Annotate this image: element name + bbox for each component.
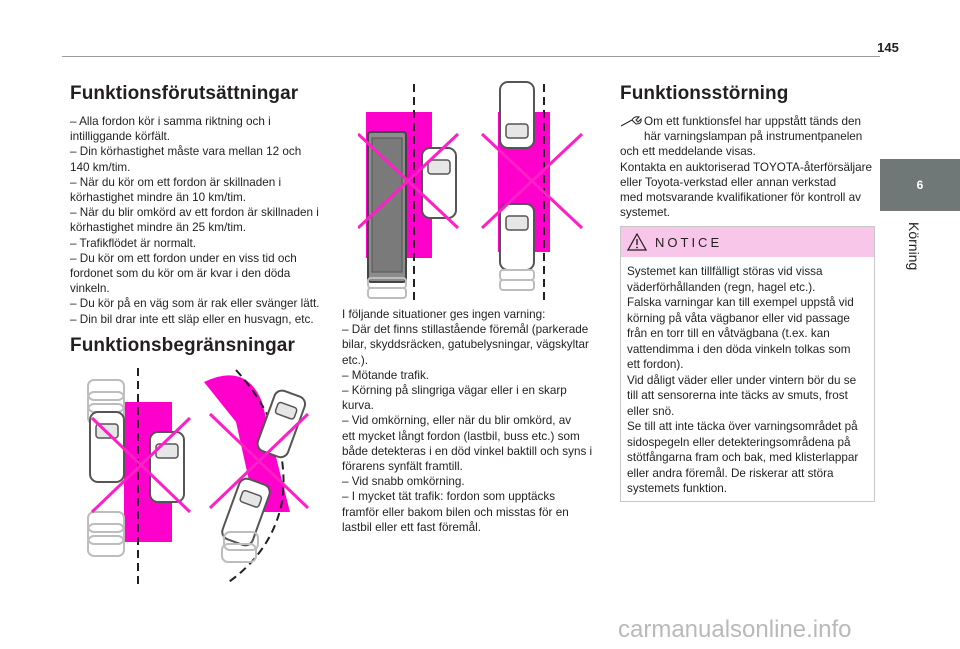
text-line: – Du kör på en väg som är rak eller svänger lätt. [70,297,320,311]
text-line: stötfångarna fram och bak, med klisterlappar [627,451,859,464]
text-line: ett mycket långt fordon (lastbil, buss etc.) som [342,429,580,443]
text-line: etc.). [342,353,368,367]
text-line: – När du kör om ett fordon är skillnaden i [70,175,282,189]
fault-section [620,82,878,220]
top-divider [62,56,880,57]
text-line: – Du kör om ett fordon under en viss tid och [70,251,297,265]
oncoming-scene [482,82,582,302]
text-line: – Din bil drar inte ett släp eller en husvagn, etc. [70,312,314,326]
notice-header [621,227,874,257]
text-line: I följande situationer ges ingen varning: [342,308,546,321]
truck-scene [358,84,458,302]
text-line: – Vid snabb omkörning. [342,475,465,489]
text-line: sidospegeln eller detekteringsområdena på [627,435,851,449]
wrench-icon [620,116,642,128]
no-warning-section [342,307,604,535]
straight-road-scene [88,368,190,584]
fault-list [620,114,878,220]
conditions-heading: Funktionsförutsättningar [70,83,299,104]
text-line: Falska varningar kan till exempel uppstå vid [627,296,854,309]
chapter-label [907,222,923,292]
text-line: Se till att inte täcka över varningsområdet på [627,420,858,433]
limitations-illustration [86,362,314,588]
text-line: – När du blir omkörd av ett fordon är skillnaden i [70,206,319,220]
chapter-number: 6 [916,178,924,192]
text-line: bilar, skyddsräcken, gatubelysningar, vägskyltar [342,338,589,352]
text-line: eller Toyota-verkstad eller annan verkstad [620,175,837,189]
text-line: kurva. [342,399,374,413]
notice-title: NOTICE [655,234,723,250]
text-line: – Trafikflödet är normalt. [70,236,197,250]
text-line: Vid dåligt väder eller under vintern bör du se [627,373,857,387]
text-line: körning på våta vägbanor eller vid passage [627,311,850,325]
text-line: både detekteras i en död vinkel baktill och syns i [342,444,593,458]
limitations-heading: Funktionsbegränsningar [70,335,295,356]
warning-triangle-icon [627,233,647,251]
own-car-truck-scene [422,148,456,218]
text-line: körhastighet mindre än 25 km/tim. [70,221,247,235]
chapter-title: Körning [906,222,922,271]
text-line: förarens synfält framtill. [342,460,463,474]
curved-road-scene [204,370,308,584]
text-line: – Där det finns stillastående föremål (parkerade [342,323,589,337]
text-line: eller andra föremål. De riskerar att störa [627,466,834,480]
page-number: 145 [877,40,899,55]
text-line: och ett meddelande visas. [620,145,756,159]
watermark: carmanualsonline.info [618,616,852,643]
text-line: eller snö. [627,404,675,418]
no-warning-list [342,307,604,535]
text-line: intilliggande körfält. [70,130,171,144]
text-line: systemets funktion. [627,482,728,495]
text-line: – Alla fordon kör i samma riktning och i [70,115,271,128]
text-line: här varningslampan på instrumentpanelen [644,130,863,144]
own-car-oncoming-scene [500,204,534,270]
chapter-tab[interactable] [880,159,960,211]
text-line: med motsvarande kvalifikationer för kontroll av [620,191,861,205]
text-line: – Vid omkörning, eller när du blir omkörd, av [342,414,572,428]
text-line: 140 km/tim. [70,160,131,174]
oncoming-ghost-trail [500,270,534,290]
text-line: vattendimma i den döda vinkeln tolkas som [627,342,851,356]
text-line: – Körning på slingriga vägar eller i en skarp [342,384,567,398]
text-line: från en torr till en våtvägbana (t.ex. kan [627,327,830,340]
text-line: väderförhållanden (regn, hagel etc.). [627,280,816,294]
no-warning-illustration [358,78,594,304]
text-line: lastbil eller ett fast föremål. [342,520,482,534]
text-line: systemet. [620,206,671,220]
fault-text [620,114,878,220]
text-line: körhastighet mindre än 10 km/tim. [70,191,247,205]
text-line: till att sensorerna inte täcks av smuts, frost [627,389,848,402]
text-line: – Mötande trafik. [342,368,430,382]
text-line: – I mycket tät trafik: fordon som upptäcks [342,490,556,504]
text-line: Om ett funktionsfel har uppstått tänds den [644,115,861,128]
ghost-car-trail-lower [88,512,124,556]
text-line: Kontakta en auktoriserad TOYOTA-återförsäljare [620,160,873,174]
notice-box [620,226,875,502]
fault-heading: Funktionsstörning [620,83,789,104]
conditions-list [70,114,330,327]
text-line: ett fordon). [627,358,684,371]
text-line: Systemet kan tillfälligt störas vid vissa [627,265,823,278]
text-line: vinkeln. [70,282,110,296]
text-line: fordonet som du kör om är kvar i den döda [70,267,291,281]
notice-body [621,257,874,497]
text-line: – Din körhastighet måste vara mellan 12 och [70,145,302,159]
text-line: framför eller bakom bilen och misstas för en [342,505,569,519]
conditions-section [70,82,330,327]
